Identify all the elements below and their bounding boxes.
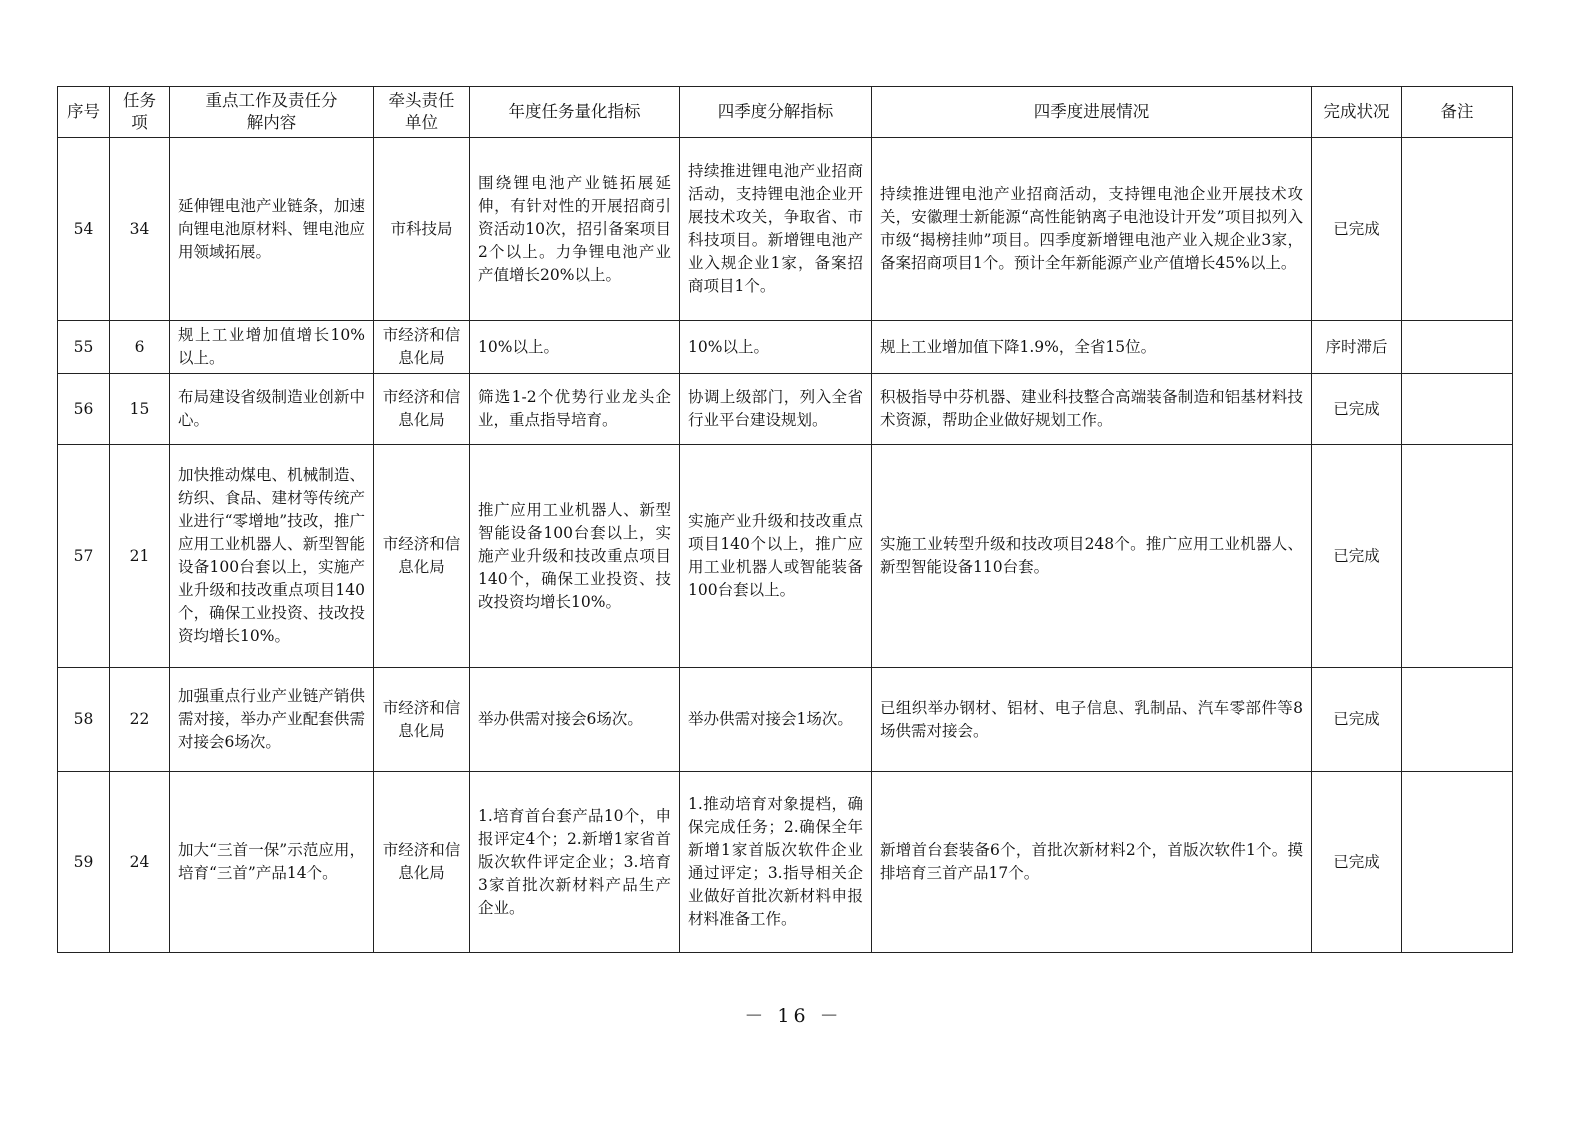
header-status: 完成状况 bbox=[1312, 87, 1402, 138]
cell-seq: 54 bbox=[58, 138, 110, 321]
cell-work: 加快推动煤电、机械制造、纺织、食品、建材等传统产业进行“零增地”技改，推广应用工业机器人、新型智能设备100台套以上，实施产业升级和技改重点项目140个，确保工业投资、技改投资均增长10%。 bbox=[170, 445, 374, 668]
header-seq: 序号 bbox=[58, 87, 110, 138]
cell-q4-progress: 持续推进锂电池产业招商活动，支持锂电池企业开展技术攻关，安徽理士新能源“高性能钠离子电池设计开发”项目拟列入市级“揭榜挂帅”项目。四季度新增锂电池产业入规企业3家，备案招商项目1个。预计全年新能源产业产值增长45%以上。 bbox=[872, 138, 1312, 321]
cell-q4-target: 举办供需对接会1场次。 bbox=[680, 668, 872, 772]
cell-work: 加大“三首一保”示范应用，培育“三首”产品14个。 bbox=[170, 772, 374, 953]
cell-q4-progress: 已组织举办钢材、铝材、电子信息、乳制品、汽车零部件等8场供需对接会。 bbox=[872, 668, 1312, 772]
cell-q4-target: 10%以上。 bbox=[680, 321, 872, 374]
cell-status: 已完成 bbox=[1312, 374, 1402, 445]
cell-work: 延伸锂电池产业链条，加速向锂电池原材料、锂电池应用领域拓展。 bbox=[170, 138, 374, 321]
cell-status: 已完成 bbox=[1312, 138, 1402, 321]
cell-status: 已完成 bbox=[1312, 772, 1402, 953]
cell-q4-progress: 积极指导中芬机器、建业科技整合高端装备制造和铝基材料技术资源，帮助企业做好规划工作。 bbox=[872, 374, 1312, 445]
table-row bbox=[58, 772, 1513, 953]
cell-note bbox=[1402, 374, 1513, 445]
cell-seq: 59 bbox=[58, 772, 110, 953]
cell-dept: 市经济和信息化局 bbox=[374, 321, 470, 374]
header-q4-progress: 四季度进展情况 bbox=[872, 87, 1312, 138]
cell-work: 布局建设省级制造业创新中心。 bbox=[170, 374, 374, 445]
cell-note bbox=[1402, 772, 1513, 953]
cell-q4-target: 协调上级部门，列入全省行业平台建设规划。 bbox=[680, 374, 872, 445]
page-number: － 16 － bbox=[744, 1005, 843, 1027]
header-note: 备注 bbox=[1402, 87, 1513, 138]
cell-task: 22 bbox=[110, 668, 170, 772]
cell-q4-target: 持续推进锂电池产业招商活动，支持锂电池企业开展技术攻关，争取省、市科技项目。新增锂电池产业入规企业1家，备案招商项目1个。 bbox=[680, 138, 872, 321]
cell-note bbox=[1402, 321, 1513, 374]
cell-annual: 1.培育首台套产品10个，申报评定4个；2.新增1家省首版次软件评定企业；3.培育3家首批次新材料产品生产企业。 bbox=[470, 772, 680, 953]
cell-annual: 推广应用工业机器人、新型智能设备100台套以上，实施产业升级和技改重点项目140个，确保工业投资、技改投资均增长10%。 bbox=[470, 445, 680, 668]
cell-task: 15 bbox=[110, 374, 170, 445]
cell-q4-progress: 新增首台套装备6个，首批次新材料2个，首版次软件1个。摸排培育三首产品17个。 bbox=[872, 772, 1312, 953]
cell-task: 24 bbox=[110, 772, 170, 953]
cell-q4-target: 1.推动培育对象提档，确保完成任务；2.确保全年新增1家首版次软件企业通过评定；3.指导相关企业做好首批次新材料申报材料准备工作。 bbox=[680, 772, 872, 953]
cell-note bbox=[1402, 445, 1513, 668]
cell-q4-progress: 实施工业转型升级和技改项目248个。推广应用工业机器人、新型智能设备110台套。 bbox=[872, 445, 1312, 668]
table-row bbox=[58, 374, 1513, 445]
table-row bbox=[58, 668, 1513, 772]
cell-dept: 市经济和信息化局 bbox=[374, 668, 470, 772]
cell-work: 规上工业增加值增长10%以上。 bbox=[170, 321, 374, 374]
cell-seq: 55 bbox=[58, 321, 110, 374]
table-row bbox=[58, 445, 1513, 668]
cell-dept: 市科技局 bbox=[374, 138, 470, 321]
cell-dept: 市经济和信息化局 bbox=[374, 374, 470, 445]
cell-task: 6 bbox=[110, 321, 170, 374]
cell-seq: 56 bbox=[58, 374, 110, 445]
cell-task: 21 bbox=[110, 445, 170, 668]
cell-annual: 举办供需对接会6场次。 bbox=[470, 668, 680, 772]
table-row bbox=[58, 321, 1513, 374]
cell-status: 已完成 bbox=[1312, 445, 1402, 668]
header-q4-target: 四季度分解指标 bbox=[680, 87, 872, 138]
cell-annual: 围绕锂电池产业链拓展延伸，有针对性的开展招商引资活动10次，招引备案项目2个以上。力争锂电池产业产值增长20%以上。 bbox=[470, 138, 680, 321]
header-annual: 年度任务量化指标 bbox=[470, 87, 680, 138]
cell-note bbox=[1402, 138, 1513, 321]
task-progress-table bbox=[57, 86, 1513, 953]
cell-note bbox=[1402, 668, 1513, 772]
cell-dept: 市经济和信息化局 bbox=[374, 445, 470, 668]
cell-status: 序时滞后 bbox=[1312, 321, 1402, 374]
cell-task: 34 bbox=[110, 138, 170, 321]
cell-work: 加强重点行业产业链产销供需对接，举办产业配套供需对接会6场次。 bbox=[170, 668, 374, 772]
cell-seq: 57 bbox=[58, 445, 110, 668]
table-header bbox=[58, 87, 1513, 138]
header-work: 重点工作及责任分解内容 bbox=[170, 87, 374, 138]
cell-dept: 市经济和信息化局 bbox=[374, 772, 470, 953]
cell-seq: 58 bbox=[58, 668, 110, 772]
table-row bbox=[58, 138, 1513, 321]
cell-status: 已完成 bbox=[1312, 668, 1402, 772]
header-dept: 牵头责任单位 bbox=[374, 87, 470, 138]
cell-annual: 筛选1-2个优势行业龙头企业，重点指导培育。 bbox=[470, 374, 680, 445]
cell-q4-target: 实施产业升级和技改重点项目140个以上，推广应用工业机器人或智能装备100台套以上。 bbox=[680, 445, 872, 668]
header-task: 任务项 bbox=[110, 87, 170, 138]
cell-annual: 10%以上。 bbox=[470, 321, 680, 374]
cell-q4-progress: 规上工业增加值下降1.9%，全省15位。 bbox=[872, 321, 1312, 374]
